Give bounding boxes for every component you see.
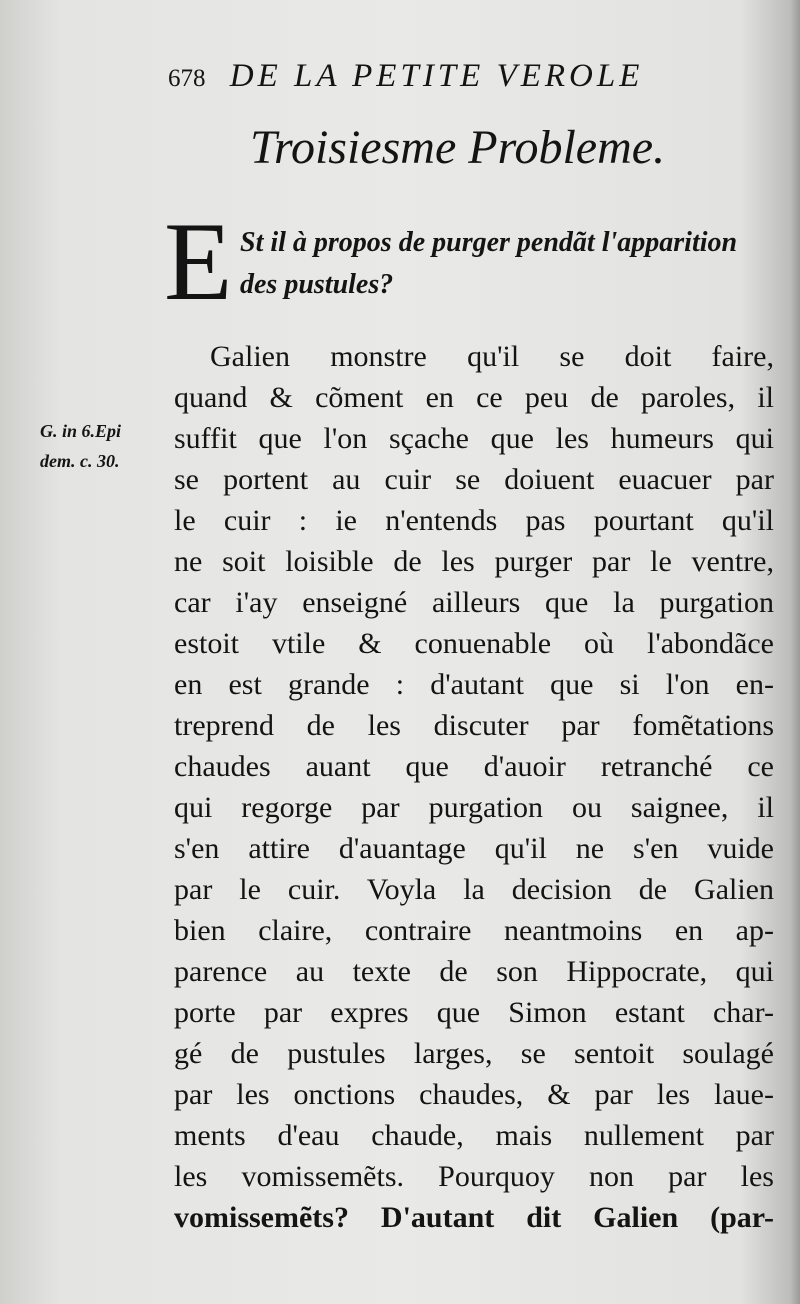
text-line: chaudes auant que d'auoir retranché ce [174, 750, 774, 783]
text-line: le cuir : ie n'entends pas pourtant qu'il [174, 504, 774, 537]
margin-note [40, 416, 160, 476]
drop-cap: E [164, 200, 233, 324]
text-line: treprend de les discuter par fomẽtations [174, 709, 774, 742]
text-line: les vomissemẽts. Pourquoy non par les [174, 1160, 774, 1193]
question-line-1: St il à propos de purger pendãt l'apparition [240, 227, 738, 258]
text-line: qui regorge par purgation ou saignee, il [174, 791, 774, 824]
text-line: gé de pustules larges, se sentoit soulagé [174, 1037, 774, 1070]
text-line: se portent au cuir se doiuent euacuer par [174, 463, 774, 496]
text-line: quand & cõment en ce peu de paroles, il [174, 381, 774, 414]
text-line: vomissemẽts? D'autant dit Galien (par- [174, 1201, 774, 1234]
page-number: 678 [168, 65, 206, 92]
chapter-title: Troisiesme Probleme. [250, 121, 666, 174]
text-line: bien claire, contraire neantmoins en ap- [174, 914, 774, 947]
margin-note-line-2: dem. c. 30. [40, 451, 120, 471]
text-line: ne soit loisible de les purger par le ventre, [174, 545, 774, 578]
question-line-2: des pustules? [240, 269, 394, 300]
text-line: par les onctions chaudes, & par les laue- [174, 1078, 774, 1111]
running-head [168, 58, 728, 95]
text-line: en est grande : d'autant que si l'on en- [174, 668, 774, 701]
text-line: porte par expres que Simon estant char- [174, 996, 774, 1029]
text-line: car i'ay enseigné ailleurs que la purgation [174, 586, 774, 619]
margin-note-line-1: G. in 6.Epi [40, 421, 122, 441]
running-title: DE LA PETITE VEROLE [229, 58, 644, 94]
body-text [174, 336, 774, 1238]
text-line: ments d'eau chaude, mais nullement par [174, 1119, 774, 1152]
text-line: parence au texte de son Hippocrate, qui [174, 955, 774, 988]
text-line: suffit que l'on sçache que les humeurs qui [174, 422, 774, 455]
text-line: estoit vtile & conuenable où l'abondãce [174, 627, 774, 660]
text-line: par le cuir. Voyla la decision de Galien [174, 873, 774, 906]
text-line: s'en attire d'auantage qu'il ne s'en vuide [174, 832, 774, 865]
text-line: Galien monstre qu'il se doit faire, [210, 340, 774, 373]
